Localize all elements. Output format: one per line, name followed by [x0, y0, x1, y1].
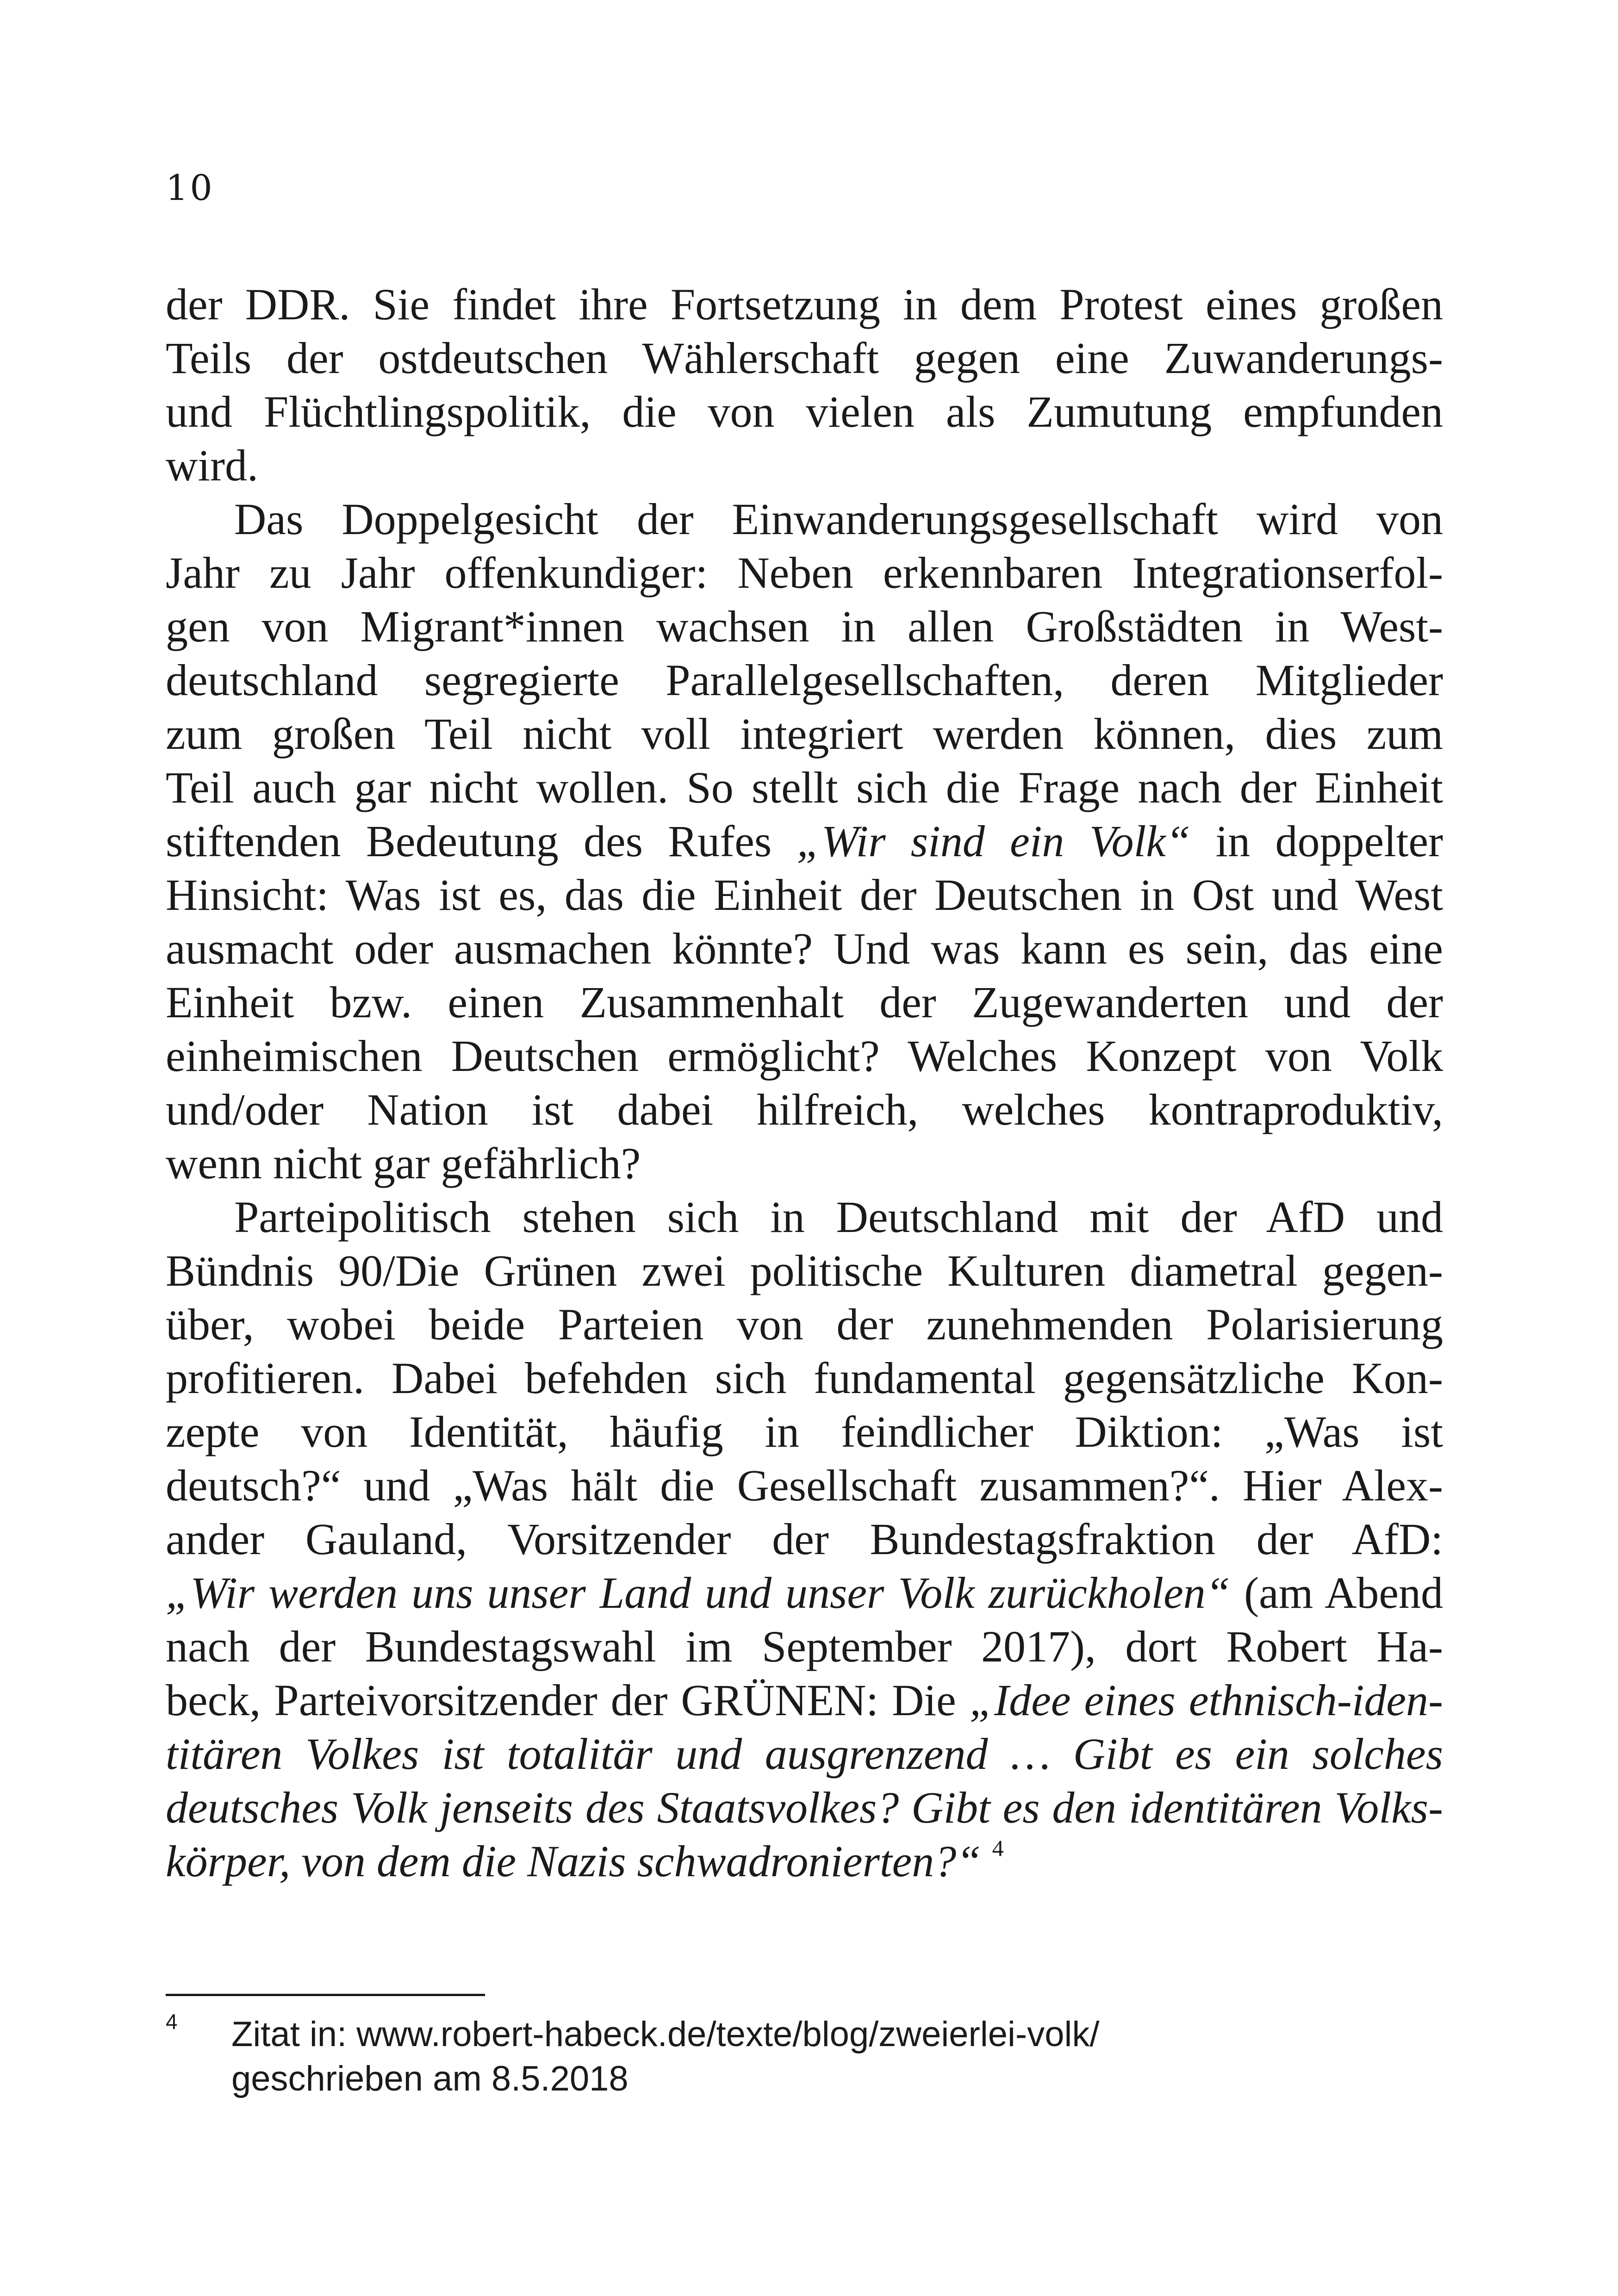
- footnote-line: Zitat in: www.robert-habeck.de/texte/blog/zweierlei-volk/: [231, 2015, 1100, 2054]
- quote-run: deutsches Volk jenseits des Staatsvolkes? Gibt es den identitären Volks-: [166, 1783, 1443, 1832]
- text-run: in doppelter: [1190, 816, 1444, 866]
- footnote-reference: 4: [992, 1835, 1004, 1861]
- footnote-number: 4: [166, 2010, 178, 2034]
- text-line: einheimischen Deutschen ermöglicht? Welches Konzept von Volk: [166, 1031, 1443, 1081]
- footnote-separator: [166, 1994, 485, 1996]
- text-line: profitieren. Dabei befehden sich fundamental gegensätzliche Kon-: [166, 1353, 1443, 1403]
- text-line: ausmacht oder ausmachen könnte? Und was kann es sein, das eine: [166, 924, 1443, 973]
- quote-run: körper, von dem die Nazis schwadronierten?“: [166, 1836, 981, 1886]
- text-line: und/oder Nation ist dabei hilfreich, welches kontraproduktiv,: [166, 1085, 1443, 1134]
- quote-run: „Wir sind ein Volk“: [797, 816, 1191, 866]
- text-run: beck, Parteivorsitzender der GRÜNEN: Die: [166, 1675, 970, 1725]
- page-number: 10: [166, 167, 214, 208]
- text-line: [166, 1674, 1443, 1727]
- text-line: Jahr zu Jahr offenkundiger: Neben erkennbaren Integrationserfol-: [166, 548, 1443, 597]
- text-line: Bündnis 90/Die Grünen zwei politische Kulturen diametral gegen-: [166, 1246, 1443, 1295]
- text-line: nach der Bundestagswahl im September 2017), dort Robert Ha-: [166, 1622, 1443, 1671]
- text-line: [166, 815, 1443, 868]
- text-line: über, wobei beide Parteien von der zunehmenden Polarisierung: [166, 1300, 1443, 1349]
- text-line: Teils der ostdeutschen Wählerschaft gegen eine Zuwanderungs-: [166, 333, 1443, 383]
- text-line: [166, 1566, 1443, 1620]
- text-line: [166, 1727, 1443, 1781]
- main-text: [166, 278, 1443, 1888]
- text-line: wenn nicht gar gefährlich?: [166, 1139, 641, 1188]
- footnote: [231, 2012, 1099, 2101]
- text-run: stiftenden Bedeutung des Rufes: [166, 816, 797, 866]
- text-line: [166, 1781, 1443, 1835]
- text-line: Teil auch gar nicht wollen. So stellt sich die Frage nach der Einheit: [166, 763, 1443, 812]
- quote-run: titären Volkes ist totalitär und ausgrenzend … Gibt es ein solches: [166, 1729, 1443, 1779]
- quote-run: „Wir werden uns unser Land und unser Volk zurückholen“: [166, 1568, 1231, 1618]
- text-line: ander Gauland, Vorsitzender der Bundestagsfraktion der AfD:: [166, 1514, 1443, 1564]
- quote-run: „Idee eines ethnisch-iden-: [969, 1675, 1444, 1725]
- text-run: [981, 1836, 992, 1886]
- text-line: [166, 1835, 1443, 1888]
- text-line: Parteipolitisch stehen sich in Deutschland mit der AfD und: [234, 1192, 1443, 1242]
- text-line: deutschland segregierte Parallelgesellschaften, deren Mitglieder: [166, 655, 1443, 705]
- text-line: und Flüchtlingspolitik, die von vielen als Zumutung empfunden: [166, 387, 1443, 436]
- text-line: deutsch?“ und „Was hält die Gesellschaft zusammen?“. Hier Alex-: [166, 1461, 1443, 1510]
- text-line: wird.: [166, 441, 258, 490]
- text-line: Einheit bzw. einen Zusammenhalt der Zugewanderten und der: [166, 977, 1443, 1027]
- text-run: (am Abend: [1230, 1568, 1444, 1618]
- text-line: der DDR. Sie findet ihre Fortsetzung in dem Protest eines großen: [166, 280, 1443, 329]
- text-line: Das Doppelgesicht der Einwanderungsgesellschaft wird von: [234, 494, 1443, 544]
- text-line: Hinsicht: Was ist es, das die Einheit der Deutschen in Ost und West: [166, 870, 1443, 920]
- text-line: gen von Migrant*innen wachsen in allen Großstädten in West-: [166, 602, 1443, 651]
- text-line: zepte von Identität, häufig in feindlicher Diktion: „Was ist: [166, 1407, 1443, 1456]
- text-line: zum großen Teil nicht voll integriert werden können, dies zum: [166, 709, 1443, 759]
- footnote-line: geschrieben am 8.5.2018: [231, 2059, 629, 2098]
